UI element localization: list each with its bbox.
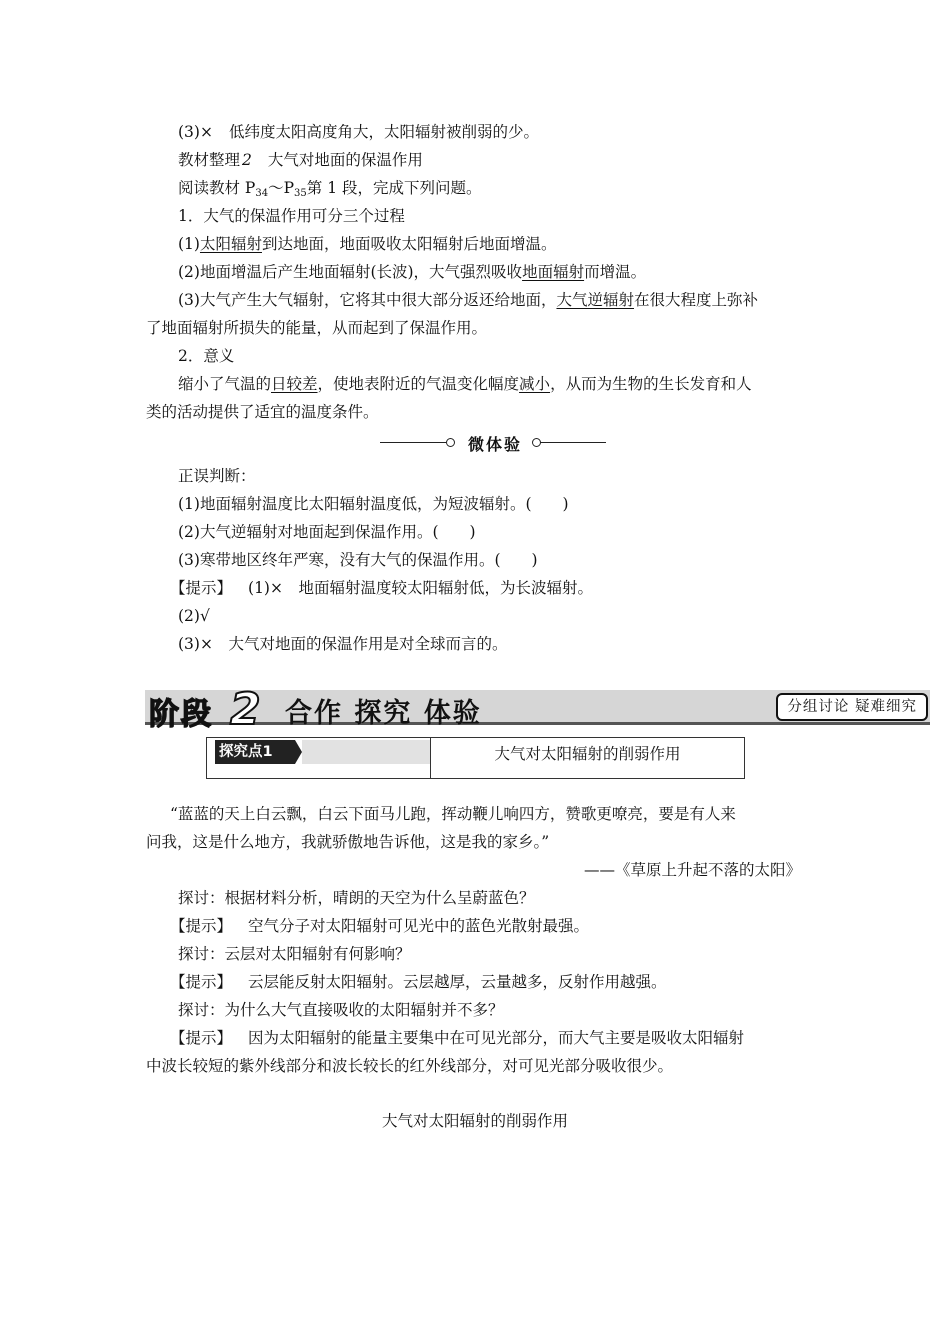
judge-heading: 正误判断： <box>178 467 256 485</box>
banner-stripe <box>145 722 930 725</box>
hint-3: 【提示】 因为太阳辐射的能量主要集中在可见光部分，而大气主要是吸收太阳辐射 <box>170 1029 745 1047</box>
hint-answer-1: 【提示】 (1)× 地面辐射温度较太阳辐射低，为长波辐射。 <box>170 579 593 597</box>
hint-answer-2: (2)√ <box>178 607 210 625</box>
quote-source: ——《草原上升起不落的太阳》 <box>583 861 801 879</box>
quote-line-2: 问我，这是什么地方，我就骄傲地告诉他，这是我的家乡。” <box>146 833 550 851</box>
stage-banner <box>145 684 930 735</box>
hint-label: 【提示】 <box>170 579 233 597</box>
answer-line-3: (3)× 低纬度太阳高度角大，太阳辐射被削弱的少。 <box>178 123 539 141</box>
point-2-heading: 2．意义 <box>178 347 235 365</box>
blank-answer: 太阳辐射 <box>199 235 262 253</box>
blank-answer: 地面辐射 <box>522 263 585 281</box>
explore-point-title: 大气对太阳辐射的削弱作用 <box>494 745 681 763</box>
micro-experience-divider <box>380 432 606 454</box>
significance-line-cont: 类的活动提供了适宜的温度条件。 <box>146 403 379 421</box>
micro-experience-title: 微体验 <box>467 435 522 454</box>
hint-1: 【提示】 空气分子对太阳辐射可见光中的蓝色光散射最强。 <box>170 917 590 935</box>
label-grey-bar <box>302 740 430 764</box>
banner-title: 合作 探究 体验 <box>285 698 482 729</box>
reading-instruction: 阅读教材 $P_{34}\sim P_{35}$第 1 段，完成下列问题。 <box>178 179 482 199</box>
hint-answer-3: (3)× 大气对地面的保温作用是对全球而言的。 <box>178 635 508 653</box>
banner-tag: 分组讨论 疑难细究 <box>776 693 928 721</box>
process-3-cont: 了地面辐射所损失的能量，从而起到了保温作用。 <box>146 319 488 337</box>
explore-point-box <box>206 737 745 779</box>
significance-line: 缩小了气温的日较差，使地表附近的气温变化幅度减小，从而为生物的生长发育和人 <box>178 375 752 393</box>
quote-line-1: “蓝蓝的天上白云飘，白云下面马儿跑，挥动鞭儿响四方，赞歌更嘹亮，要是有人来 <box>170 805 736 823</box>
hint-3-cont: 中波长较短的紫外线部分和波长较长的红外线部分，对可见光部分吸收很少。 <box>146 1057 674 1075</box>
discussion-2: 探讨：云层对太阳辐射有何影响？ <box>178 945 411 963</box>
discussion-1: 探讨：根据材料分析，晴朗的天空为什么呈蔚蓝色？ <box>178 889 535 907</box>
stage-number: 2 <box>230 684 261 735</box>
hint-label: 【提示】 <box>170 917 233 935</box>
process-1: (1)太阳辐射到达地面，地面吸收太阳辐射后地面增温。 <box>178 235 557 253</box>
hint-label: 【提示】 <box>170 973 233 991</box>
hint-2: 【提示】 云层能反射太阳辐射。云层越厚，云量越多，反射作用越强。 <box>170 973 667 991</box>
label-arrow-icon <box>295 740 302 764</box>
blank-answer: 减小 <box>519 375 551 393</box>
divider-line-left <box>380 442 446 443</box>
blank-answer: 日较差 <box>271 375 318 393</box>
point-1-heading: 1．大气的保温作用可分三个过程 <box>178 207 405 225</box>
section-heading: 教材整理 2 大气对地面的保温作用 <box>178 151 423 169</box>
question-2: (2)大气逆辐射对地面起到保温作用。( ) <box>178 523 476 541</box>
blank-answer: 大气逆辐射 <box>556 291 634 309</box>
question-3: (3)寒带地区终年严寒，没有大气的保温作用。( ) <box>178 551 538 569</box>
explore-point-label: 探究点1 <box>215 740 295 764</box>
divider-circle-left <box>446 438 455 447</box>
section-footer-title: 大气对太阳辐射的削弱作用 <box>381 1112 568 1130</box>
divider-line-right <box>540 442 606 443</box>
stage-label: 阶段 <box>149 697 213 732</box>
hint-label: 【提示】 <box>170 1029 233 1047</box>
process-2: (2)地面增温后产生地面辐射(长波)，大气强烈吸收地面辐射而增温。 <box>178 263 647 281</box>
question-1: (1)地面辐射温度比太阳辐射温度低，为短波辐射。( ) <box>178 495 569 513</box>
process-3: (3)大气产生大气辐射，它将其中很大部分返还给地面，大气逆辐射在很大程度上弥补 <box>178 291 758 309</box>
discussion-3: 探讨：为什么大气直接吸收的太阳辐射并不多？ <box>178 1001 504 1019</box>
